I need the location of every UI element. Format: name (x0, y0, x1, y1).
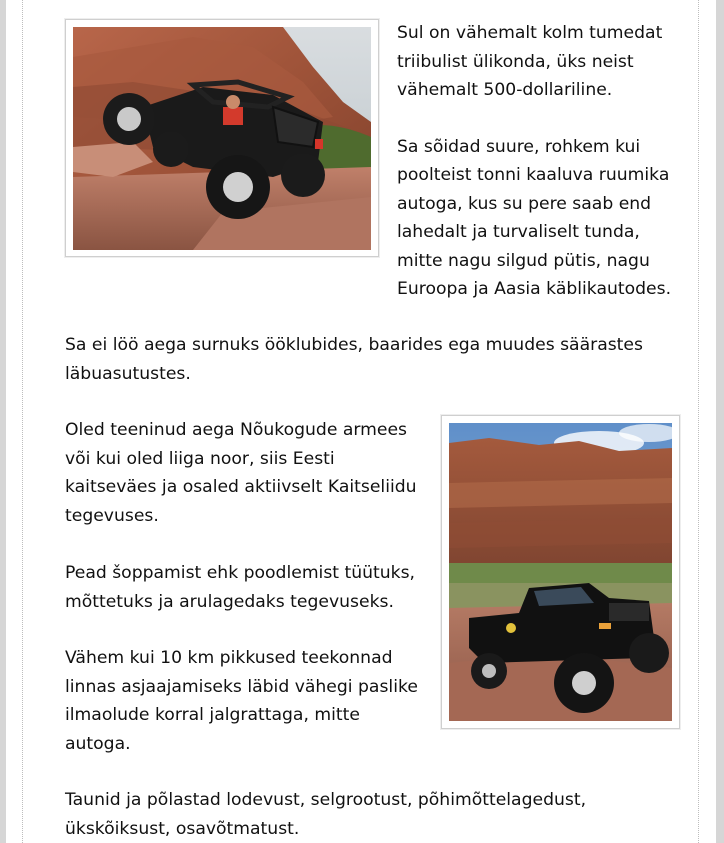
text-line: läbuasutustes. (65, 363, 191, 384)
text-line: tegevuses. (65, 505, 159, 526)
text-line: mõttetuks ja arulagedaks tegevuseks. (65, 591, 394, 612)
text-line: autoga. (65, 733, 131, 754)
text-line: Sa ei löö aega surnuks ööklubides, baarides ega muudes säärastes (65, 335, 643, 355)
text-line: linnas asjaajamiseks läbid vähegi paslike (65, 676, 418, 697)
text-line: triibulist ülikonda, üks neist (397, 51, 634, 72)
paragraph-shopping (65, 559, 435, 616)
left-dotted-rule (22, 0, 23, 843)
rock-crawler-photo (65, 19, 379, 257)
paragraph-cycling (65, 644, 435, 758)
text-line: poolteist tonni kaaluva ruumika (397, 165, 670, 185)
jeep-pickup-photo (441, 415, 680, 729)
left-page-border (0, 0, 6, 843)
text-line: Taunid ja põlastad lodevust, selgrootust, põhimõttelagedust, (65, 790, 587, 810)
paragraph-values (65, 786, 665, 843)
paragraph-suits (397, 19, 697, 105)
text-line: ilmaolude korral jalgrattaga, mitte (65, 705, 360, 725)
jeep-pickup-image (449, 423, 672, 721)
text-line: Euroopa ja Aasia käblikautodes. (397, 279, 672, 299)
intro-text-block (397, 19, 697, 304)
right-dotted-rule (698, 0, 699, 843)
text-line: Sul on vähemalt kolm tumedat (397, 23, 663, 43)
paragraph-car (397, 133, 697, 304)
text-line: ükskõiksust, osavõtmatust. (65, 818, 300, 839)
text-line: lahedalt ja turvaliselt tunda, (397, 222, 640, 242)
text-line: mitte nagu silgud pütis, nagu (397, 250, 650, 271)
paragraph-army (65, 416, 435, 530)
text-line: Sa sõidad suure, rohkem kui (397, 136, 641, 157)
text-line: või kui oled liiga noor, siis Eesti (65, 448, 335, 469)
rock-crawler-image (73, 27, 371, 250)
paragraph-nightclubs (65, 331, 665, 388)
text-line: autoga, kus su pere saab end (397, 193, 652, 214)
right-page-border (716, 0, 724, 843)
text-line: vähemalt 500-dollariline. (397, 80, 613, 100)
text-line: Pead šoppamist ehk poodlemist tüütuks, (65, 563, 416, 583)
text-line: Oled teeninud aega Nõukogude armees (65, 420, 407, 440)
text-line: Vähem kui 10 km pikkused teekonnad (65, 648, 393, 668)
text-line: kaitseväes ja osaled aktiivselt Kaitseliidu (65, 477, 417, 497)
